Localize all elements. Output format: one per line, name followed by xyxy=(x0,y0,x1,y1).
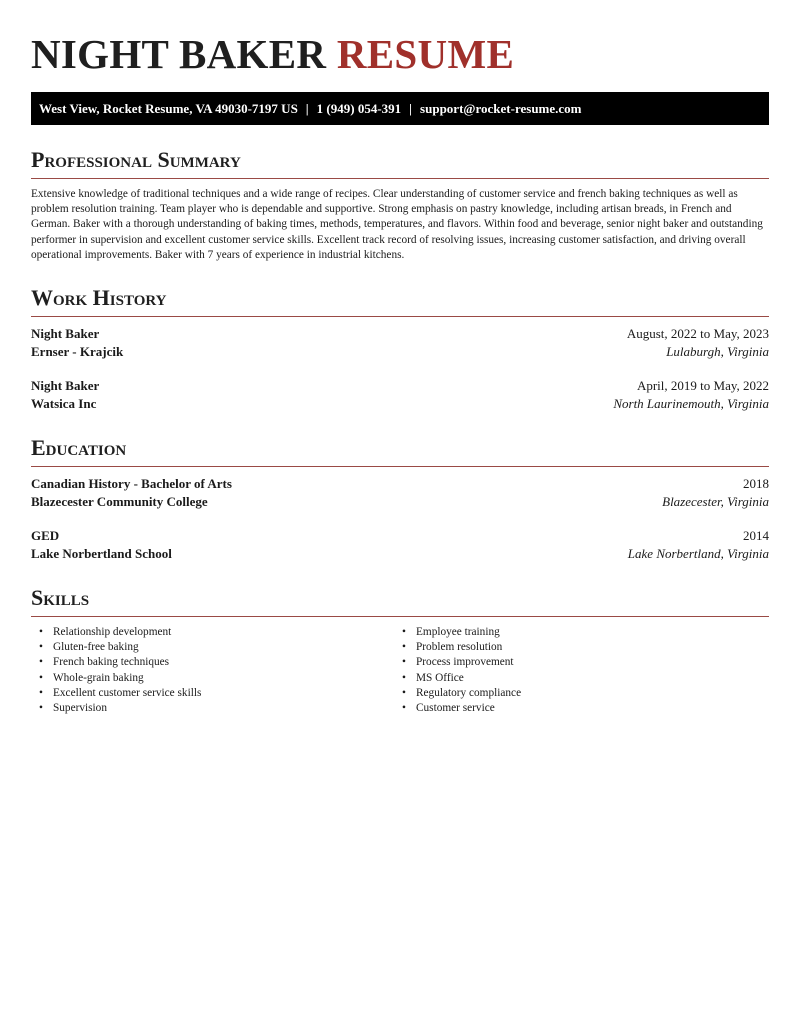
contact-address: West View, Rocket Resume, VA 49030-7197 US xyxy=(39,100,298,116)
contact-email: support@rocket-resume.com xyxy=(420,100,582,116)
skills-list xyxy=(31,625,769,716)
skill-item: • Gluten-free baking xyxy=(31,640,394,655)
contact-separator: | xyxy=(409,100,413,116)
section-divider xyxy=(31,316,769,317)
job-title: Night Baker xyxy=(31,326,100,342)
degree: GED xyxy=(31,528,60,544)
skill-item: • Process improvement xyxy=(394,655,757,670)
skill-item: • Excellent customer service skills xyxy=(31,686,394,701)
contact-phone: 1 (949) 054-391 xyxy=(316,100,402,116)
skill-item: • Supervision xyxy=(31,701,394,716)
education-entry xyxy=(31,475,769,511)
skill-item: • Regulatory compliance xyxy=(394,686,757,701)
section-divider xyxy=(31,178,769,179)
skill-item: • Whole-grain baking xyxy=(31,671,394,686)
school-location: Lake Norbertland, Virginia xyxy=(627,546,769,562)
job-company: Ernser - Krajcik xyxy=(31,344,124,360)
education-heading: Education xyxy=(31,435,127,461)
job-location: North Laurinemouth, Virginia xyxy=(613,396,769,412)
skills-column-left xyxy=(31,625,394,716)
summary-text: Extensive knowledge of traditional techniques and a wide range of recipes. Clear understanding of customer service and french baking techniques as well as problem resolution training. Team player who is dependable and supportive. Strong emphasis on pastry knowledge, including artisan breads, in French and German. Baker with a thorough understanding of baking times, methods, temperatures, and flavors. Within food and beverage, senior night baker and outstanding performer in supervision and excellent customer service skills. Excellent track record of resolving issues, increasing customer satisfaction, and driving overall operational improvements. Baker with 7 years of experience in industrial kitchens. xyxy=(31,188,763,261)
skill-item: • Customer service xyxy=(394,701,757,716)
skill-item: • Relationship development xyxy=(31,625,394,640)
contact-separator: | xyxy=(305,100,309,116)
skill-item: • MS Office xyxy=(394,671,757,686)
skills-heading: Skills xyxy=(31,585,90,611)
summary-heading: Professional Summary xyxy=(31,147,241,172)
school-location: Blazecester, Virginia xyxy=(662,494,769,510)
contact-bar xyxy=(31,92,769,125)
section-divider xyxy=(31,466,769,467)
work-entry xyxy=(31,325,769,361)
education-year: 2014 xyxy=(743,528,769,544)
work-entry xyxy=(31,377,769,413)
education-entry xyxy=(31,527,769,563)
work-history-heading: Work History xyxy=(31,285,167,311)
job-dates: April, 2019 to May, 2022 xyxy=(636,378,769,394)
degree: Canadian History - Bachelor of Arts xyxy=(31,476,232,492)
school-name: Blazecester Community College xyxy=(31,494,208,510)
job-company: Watsica Inc xyxy=(31,396,97,412)
resume-title xyxy=(31,30,769,78)
name-first: NIGHT BAKER xyxy=(31,31,327,77)
school-name: Lake Norbertland School xyxy=(31,546,172,562)
skill-item: • Employee training xyxy=(394,625,757,640)
job-dates: August, 2022 to May, 2023 xyxy=(626,326,769,342)
job-title: Night Baker xyxy=(31,378,100,394)
skills-column-right xyxy=(394,625,757,716)
section-divider xyxy=(31,616,769,617)
job-location: Lulaburgh, Virginia xyxy=(666,344,769,360)
skill-item: • French baking techniques xyxy=(31,655,394,670)
skill-item: • Problem resolution xyxy=(394,640,757,655)
education-year: 2018 xyxy=(743,476,769,492)
name-last: RESUME xyxy=(336,31,515,77)
